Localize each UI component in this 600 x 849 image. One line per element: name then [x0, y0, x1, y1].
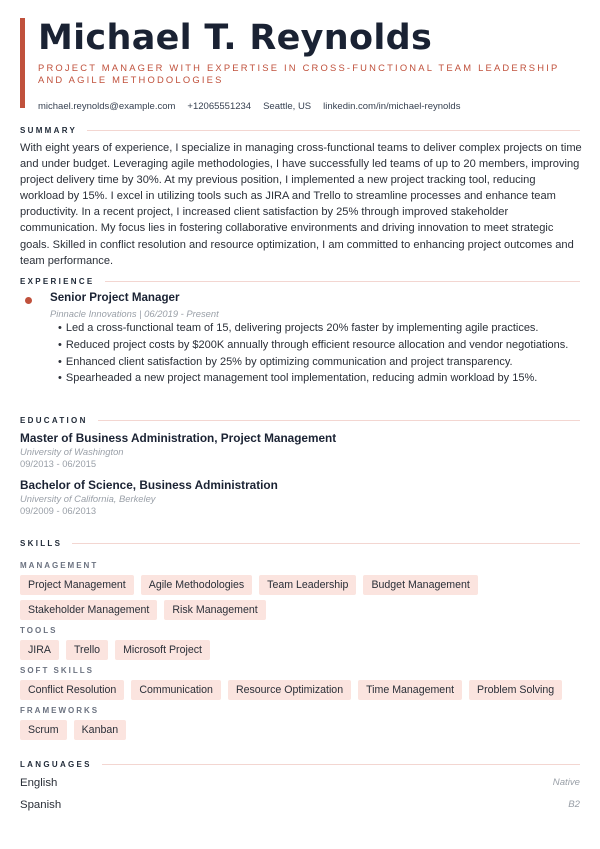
language-level: B2 — [568, 799, 580, 810]
skill-tag: Agile Methodologies — [141, 575, 252, 595]
skills-heading — [20, 539, 580, 548]
education-heading-label: EDUCATION — [20, 416, 88, 425]
experience-divider — [105, 281, 580, 282]
experience-heading-label: EXPERIENCE — [20, 277, 95, 286]
skills-divider — [72, 543, 580, 544]
skill-tags-management-row2 — [20, 600, 580, 620]
skill-tag: Communication — [131, 680, 221, 700]
skill-tag: Project Management — [20, 575, 134, 595]
language-level: Native — [552, 777, 580, 788]
candidate-title: PROJECT MANAGER WITH EXPERTISE IN CROSS-FUNCTIONAL TEAM LEADERSHIP AND AGILE METHODOLOGIES — [38, 62, 560, 85]
skill-category-label: MANAGEMENT — [20, 561, 99, 570]
skill-tag: Time Management — [358, 680, 462, 700]
contact-email[interactable]: michael.reynolds@example.com — [38, 101, 176, 112]
skill-tags-tools — [20, 640, 580, 660]
skill-tags-soft — [20, 680, 580, 700]
languages-divider — [102, 764, 580, 765]
skill-tag: Problem Solving — [469, 680, 562, 700]
resume-header — [38, 14, 582, 112]
contact-phone[interactable]: +12065551234 — [187, 101, 252, 112]
skill-tag: Team Leadership — [259, 575, 356, 595]
school: University of Washington — [20, 446, 124, 457]
skill-category-label: TOOLS — [20, 626, 58, 635]
language-name: English — [20, 777, 58, 789]
skill-tags-management — [20, 575, 580, 595]
accent-bar — [20, 18, 25, 108]
education-item — [20, 431, 336, 470]
language-name: Spanish — [20, 799, 62, 811]
skill-tag: Trello — [66, 640, 108, 660]
contact-info — [38, 101, 582, 112]
education-heading — [20, 416, 580, 425]
skill-tag: Kanban — [74, 720, 127, 740]
skill-tags-frameworks — [20, 720, 580, 740]
degree: Bachelor of Science, Business Administration — [20, 478, 278, 492]
experience-heading — [20, 277, 580, 286]
skill-tag: Conflict Resolution — [20, 680, 124, 700]
contact-location: Seattle, US — [263, 101, 312, 112]
job-bullet: • Spearheaded a new project management tool implementation, reducing admin workload by 15%. — [58, 370, 568, 387]
skill-tag: Budget Management — [363, 575, 477, 595]
languages-heading — [20, 760, 580, 769]
school: University of California, Berkeley — [20, 493, 156, 504]
skill-tag: JIRA — [20, 640, 59, 660]
timeline-dot — [25, 297, 32, 304]
summary-divider — [87, 130, 580, 131]
job-bullets — [58, 320, 568, 387]
languages-heading-label: LANGUAGES — [20, 760, 92, 769]
job-bullet: • Enhanced client satisfaction by 25% by optimizing communication and project transparency. — [58, 354, 568, 371]
education-item — [20, 478, 278, 517]
contact-linkedin[interactable]: linkedin.com/in/michael-reynolds — [323, 101, 461, 112]
summary-heading-label: SUMMARY — [20, 126, 78, 135]
summary-text: With eight years of experience, I specialize in managing cross-functional teams to deliver complex projects on time and under budget. Leveraging agile methodologies, I have successfully led teams of up to 20 members, improving project delivery time by 30%. At my previous position, I implemented a new project tracking tool, reducing workload by 15%. I excel in utilizing tools such as JIRA and Trello to streamline processes and enhance team productivity. In a recent project, I increased client satisfaction by 25% through improved stakeholder communication. My focus lies in fostering collaborative environments and driving innovation to meet strategic goals. Skilled in conflict resolution and resource optimization, I am committed to enhancing project outcomes and team performance. — [20, 142, 582, 267]
skill-category-label: FRAMEWORKS — [20, 706, 100, 715]
education-dates: 09/2013 - 06/2015 — [20, 458, 97, 469]
skill-tag: Risk Management — [164, 600, 265, 620]
language-row — [20, 777, 580, 789]
summary-heading — [20, 126, 580, 135]
skill-category-label: SOFT SKILLS — [20, 666, 94, 675]
degree: Master of Business Administration, Project Management — [20, 431, 337, 445]
education-divider — [98, 420, 580, 421]
job-meta: Pinnacle Innovations | 06/2019 - Present — [50, 308, 219, 319]
skill-tag: Stakeholder Management — [20, 600, 157, 620]
job-bullet: • Led a cross-functional team of 15, delivering projects 20% faster by implementing agile practices. — [58, 320, 568, 337]
skill-tag: Scrum — [20, 720, 67, 740]
skills-heading-label: SKILLS — [20, 539, 63, 548]
language-row — [20, 799, 580, 811]
skill-tag: Resource Optimization — [228, 680, 351, 700]
job-bullet: • Reduced project costs by $200K annually through efficient resource allocation and vendor negotiations. — [58, 337, 568, 354]
candidate-name: Michael T. Reynolds — [38, 18, 433, 58]
job-title: Senior Project Manager — [50, 291, 180, 304]
skill-tag: Microsoft Project — [115, 640, 210, 660]
education-dates: 09/2009 - 06/2013 — [20, 505, 97, 516]
